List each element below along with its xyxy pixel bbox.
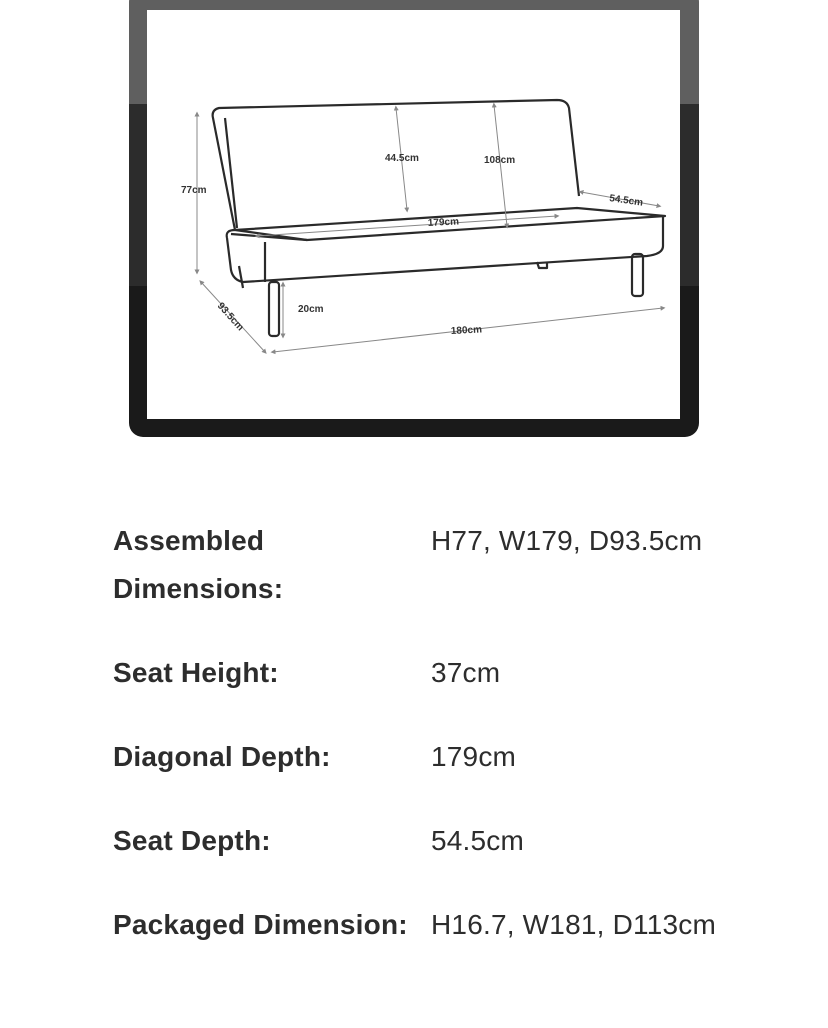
spec-row-seat-height [113,649,753,697]
spec-label: Seat Depth: [113,825,271,856]
label-arm-depth: 54.5cm [608,193,644,209]
spec-value: 54.5cm [431,825,525,856]
label-back-height: 44.5cm [385,153,419,164]
spec-row-packaged-dimension [113,901,753,949]
spec-value: H77, W179, D93.5cm [431,525,703,556]
spec-label: Seat Height: [113,657,279,688]
spec-row-seat-depth [113,817,753,865]
label-leg-height: 20cm [298,304,324,315]
sofa-dimension-diagram [147,10,680,419]
spec-label: Assembled Dimensions: [113,525,284,604]
spec-value: 179cm [431,741,517,772]
label-depth: 93.5cm [214,300,246,334]
spec-label: Diagonal Depth: [113,741,331,772]
spec-value: H16.7, W181, D113cm [431,909,716,940]
label-height-total: 77cm [181,185,207,196]
sofa-bed-icon [147,10,680,419]
label-back-depth-diag: 108cm [484,155,516,166]
spec-row-assembled-dimensions [113,517,753,613]
specifications-list [113,517,753,949]
spec-row-diagonal-depth [113,733,753,781]
label-seat-width: 179cm [427,216,460,229]
spec-label: Packaged Dimension: [113,909,408,940]
spec-value: 37cm [431,657,501,688]
label-overall-width: 180cm [450,324,483,337]
